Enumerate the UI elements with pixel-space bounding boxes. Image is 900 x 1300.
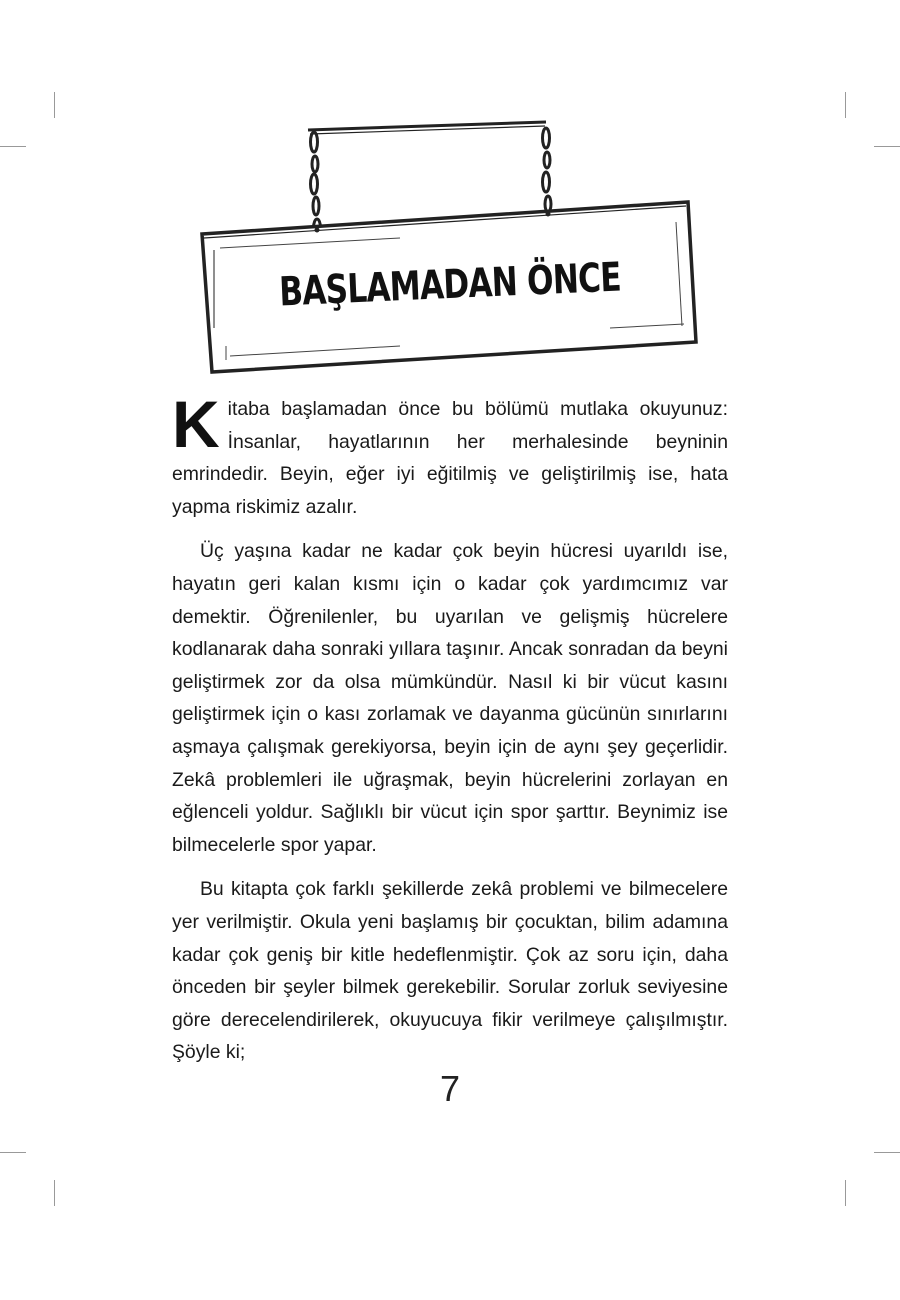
crop-mark-bottom-right-horizontal xyxy=(874,1152,900,1153)
page-number: 7 xyxy=(439,1068,461,1109)
paragraph-1 xyxy=(172,387,728,523)
sign-illustration xyxy=(190,110,710,380)
crop-mark-bottom-left-vertical xyxy=(54,1180,55,1206)
crop-mark-top-right-horizontal xyxy=(874,146,900,147)
crop-mark-bottom-left-horizontal xyxy=(0,1152,26,1153)
crop-mark-bottom-right-vertical xyxy=(845,1180,846,1206)
hanging-sign xyxy=(190,110,710,380)
crop-mark-top-left-vertical xyxy=(54,92,55,118)
body-text xyxy=(172,387,728,1081)
crop-mark-top-left-horizontal xyxy=(0,146,26,147)
paragraph-1-text: itaba başlamadan önce bu bölümü mutlaka okuyunuz: İnsanlar, hayatlarının her merhalesinde beyninin emrindedir. Beyin, eğer iyi eğitilmiş ve geliştirilmiş ise, hata yapma riskimiz azalır. xyxy=(172,398,728,518)
paragraph-2: Üç yaşına kadar ne kadar çok beyin hücresi uyarıldı ise, hayatın geri kalan kısmı için o kadar çok yardımcımız var demektir. Öğrenilenler, bu uyarılan ve gelişmiş hücrelere kodlanarak daha sonraki yıllara taşınır. Ancak sonradan da beyni geliştirmek zor da olsa mümkündür. Nasıl ki bir vücut kasını geliştirmek için o kası zorlamak ve dayanma gücünün sınırlarını aşmaya çalışmak gerekiyorsa, beyin için de aynı şey geçerlidir. Zekâ problemleri ile uğraşmak, beyin hücrelerini zorlayan en eğlenceli yoldur. Sağlıklı bir vücut için spor şarttır. Beynimiz ise bilmecelerle spor yapar. xyxy=(172,540,728,856)
crop-mark-top-right-vertical xyxy=(845,92,846,118)
paragraph-3: Bu kitapta çok farklı şekillerde zekâ problemi ve bilmecelere yer verilmiştir. Okula yeni başlamış bir çocuktan, bilim adamına kadar çok geniş bir kitle hedeflenmiştir. Çok az soru için, daha önceden bir şeyler bilmek gerekebilir. Sorular zorluk seviyesine göre derecelendirilerek, okuyucuya fikir verilmeye çalışılmıştır. Şöyle ki; xyxy=(172,878,728,1064)
drop-cap: K xyxy=(172,387,220,461)
page-title: BAŞLAMADAN ÖNCE xyxy=(278,254,622,316)
